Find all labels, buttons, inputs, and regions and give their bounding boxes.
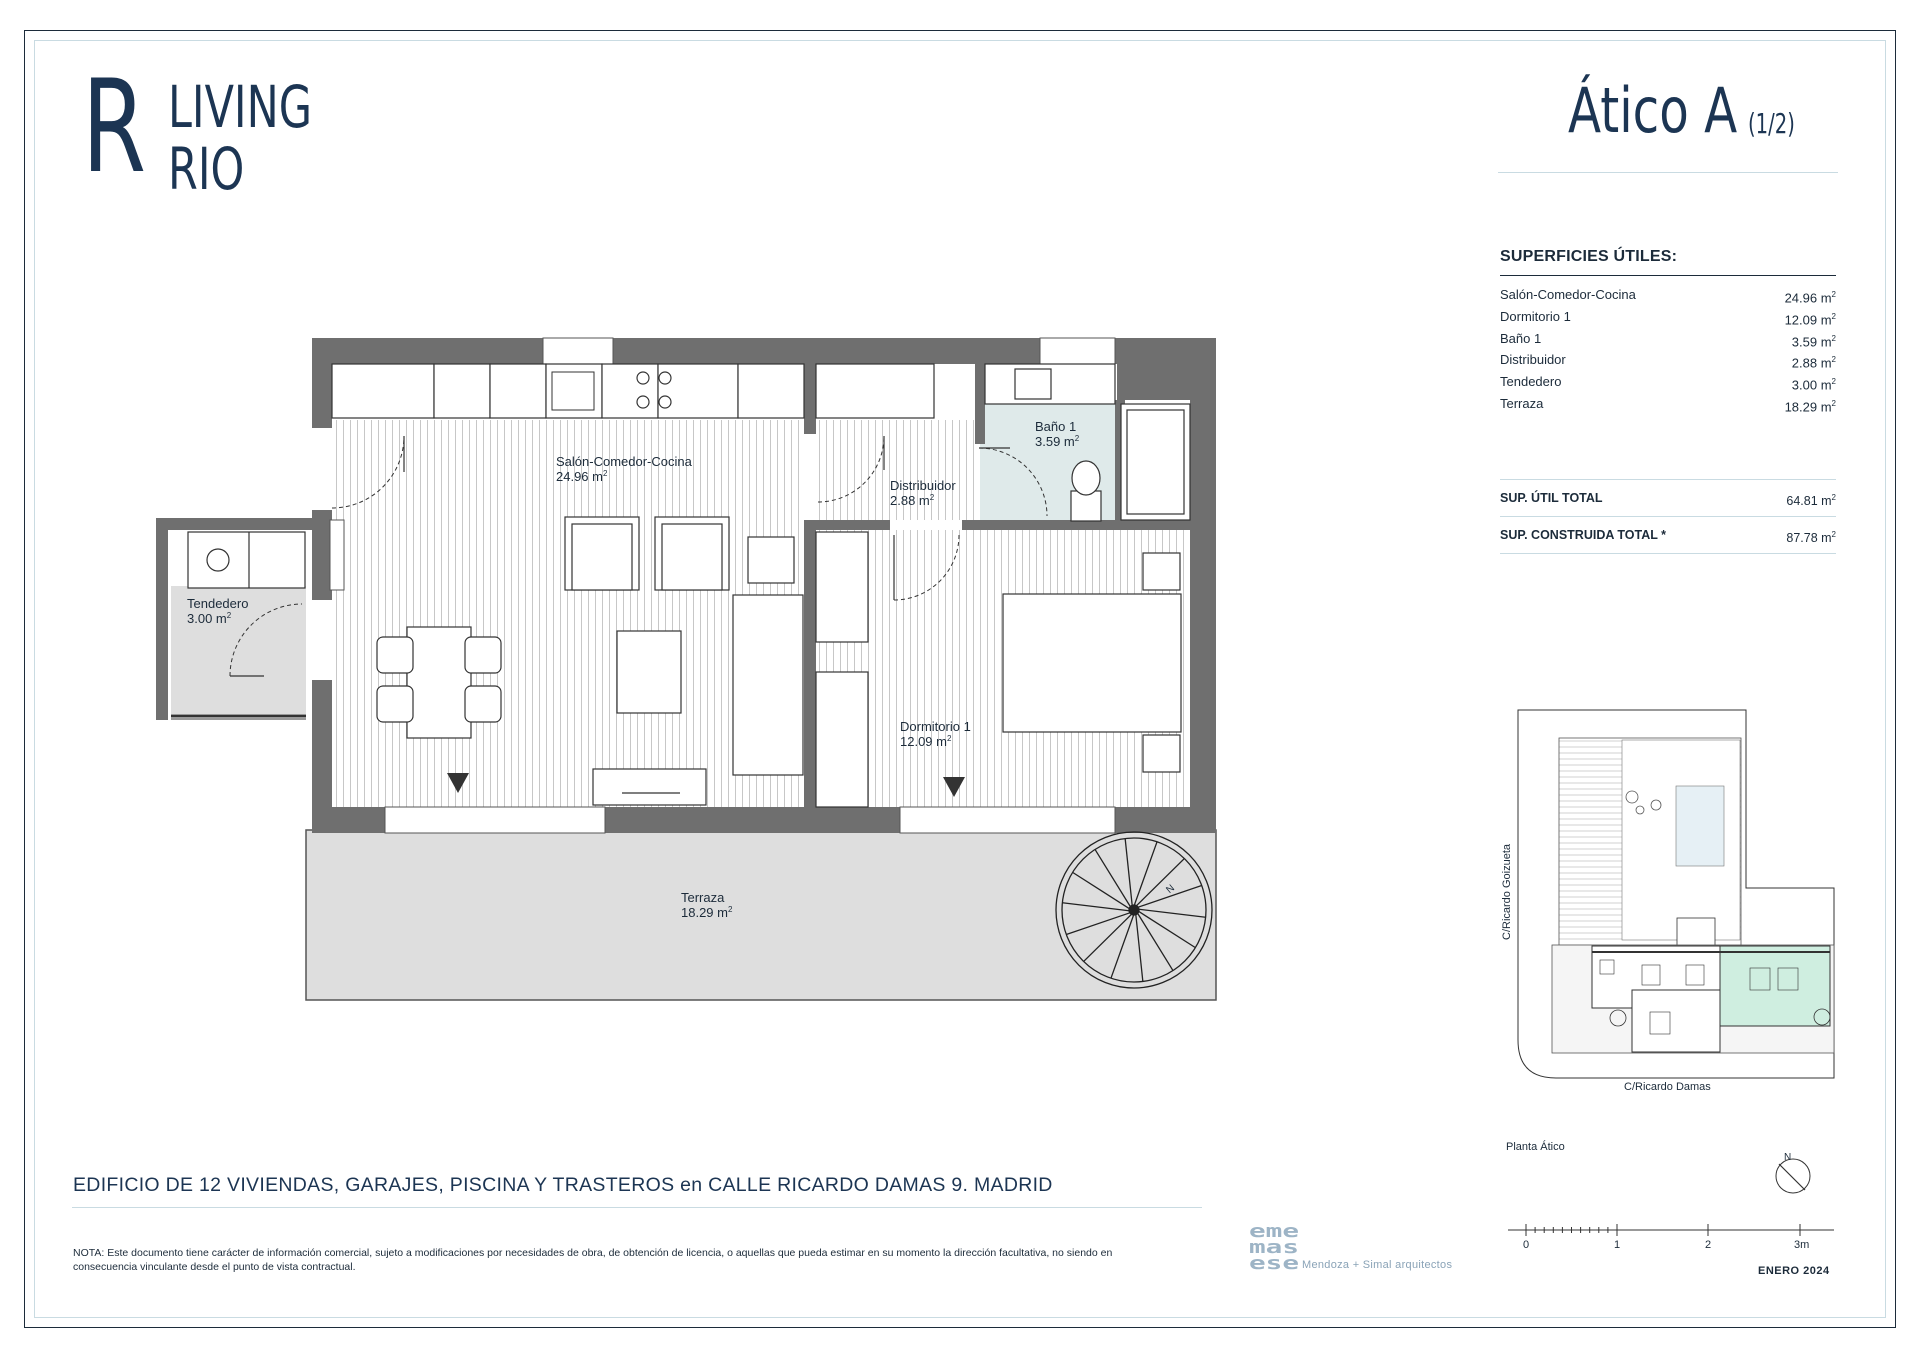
studio-logo-line: mas [1249, 1237, 1299, 1258]
area-value: 24.96 m [1784, 290, 1832, 306]
room-area: 2.88 $m^2$ [890, 493, 935, 508]
util-total-value: 64.81 m [1786, 493, 1832, 508]
area-unit-sup: 2 [1831, 355, 1836, 365]
unit-title: Ático A [1568, 74, 1738, 147]
stair-direction-label: N [1164, 882, 1177, 896]
util-total-label: SUP. ÚTIL TOTAL [1500, 490, 1603, 505]
washer-icon [188, 532, 305, 588]
area-unit-sup: 2 [1831, 398, 1836, 408]
area-unit-sup: 2 [1831, 377, 1836, 387]
room-name: Distribuidor [890, 478, 956, 493]
area-label: Tendedero [1500, 374, 1562, 390]
scale-bar [1508, 1224, 1834, 1236]
studio-logo-line: eme [1249, 1222, 1300, 1242]
legal-note-line: consecuencia vinculante desde el punto de vista contractual. [73, 1261, 356, 1273]
room-name: Dormitorio 1 [900, 719, 971, 734]
scale-labels [1523, 1239, 1809, 1251]
legal-note-line: NOTA: Este documento tiene carácter de información comercial, sujeto a modificaciones por necesidades de obra, de obtención de licencia, o aquellas que pueda estimar en su momento la dirección facultativa, no siendo en [73, 1247, 1113, 1259]
unit-page-indicator: (1/2) [1748, 107, 1795, 140]
north-arrow-icon [1776, 1159, 1810, 1193]
built-total-label: SUP. CONSTRUIDA TOTAL * [1500, 527, 1666, 542]
areas-heading: SUPERFICIES ÚTILES: [1500, 248, 1678, 265]
area-label: Salón-Comedor-Cocina [1500, 287, 1636, 302]
area-label: Terraza [1500, 395, 1544, 411]
room-area: 24.96 $m^2$ [556, 469, 608, 484]
logo-line-living: LIVING [168, 73, 312, 141]
area-label: Baño 1 [1500, 330, 1542, 346]
street-left-label: C/Ricardo Goizueta [1501, 844, 1513, 940]
logo-line-rio: RIO [168, 135, 245, 203]
room-name: Terraza [681, 890, 725, 905]
studio-logo-line: ese [1249, 1253, 1300, 1272]
room-area: 18.29 $m^2$ [681, 905, 733, 920]
built-total-value: 87.78 m [1786, 530, 1832, 545]
scale-tick-label: 2 [1705, 1239, 1712, 1251]
area-unit-sup: 2 [1831, 311, 1836, 321]
room-name: Baño 1 [1035, 419, 1077, 434]
studio-logo [1249, 1222, 1301, 1272]
area-value: 3.00 m [1791, 377, 1832, 393]
scale-tick-label: 1 [1614, 1239, 1621, 1251]
date-label: ENERO 2024 [1758, 1265, 1830, 1277]
scale-tick-label: 3m [1794, 1239, 1810, 1251]
room-area: 3.00 $m^2$ [187, 611, 232, 626]
sink-icon [552, 372, 594, 410]
area-unit-sup: 2 [1831, 492, 1836, 502]
logo-r-letter: R [82, 53, 145, 202]
area-value: 12.09 m [1784, 312, 1832, 328]
room-name: Salón-Comedor-Cocina [556, 454, 692, 469]
project-title: EDIFICIO DE 12 VIVIENDAS, GARAJES, PISCINA Y TRASTEROS en CALLE RICARDO DAMAS 9. MADRID [73, 1174, 1053, 1196]
area-value: 18.29 m [1784, 399, 1832, 415]
street-bottom-label: C/Ricardo Damas [1624, 1081, 1711, 1093]
area-value: 3.59 m [1791, 333, 1832, 349]
area-unit-sup: 2 [1831, 333, 1836, 343]
site-plan [1518, 710, 1834, 1078]
area-label: Distribuidor [1500, 352, 1566, 368]
room-area: 12.09 $m^2$ [900, 734, 952, 749]
north-label: N [1784, 1152, 1792, 1163]
room-name: Tendedero [187, 596, 249, 611]
terrace-floor [306, 830, 1216, 1000]
area-label: Dormitorio 1 [1500, 308, 1571, 324]
area-unit-sup: 2 [1831, 529, 1836, 539]
legal-note [73, 1246, 1183, 1274]
scale-tick-label: 0 [1523, 1239, 1530, 1251]
studio-name: Mendoza + Simal arquitectos [1302, 1259, 1453, 1271]
floor-label: Planta Ático [1506, 1141, 1565, 1153]
room-area: 3.59 $m^2$ [1035, 434, 1080, 449]
project-rule [72, 1207, 1202, 1208]
area-value: 2.88 m [1791, 355, 1832, 371]
area-unit-sup: 2 [1831, 290, 1836, 299]
